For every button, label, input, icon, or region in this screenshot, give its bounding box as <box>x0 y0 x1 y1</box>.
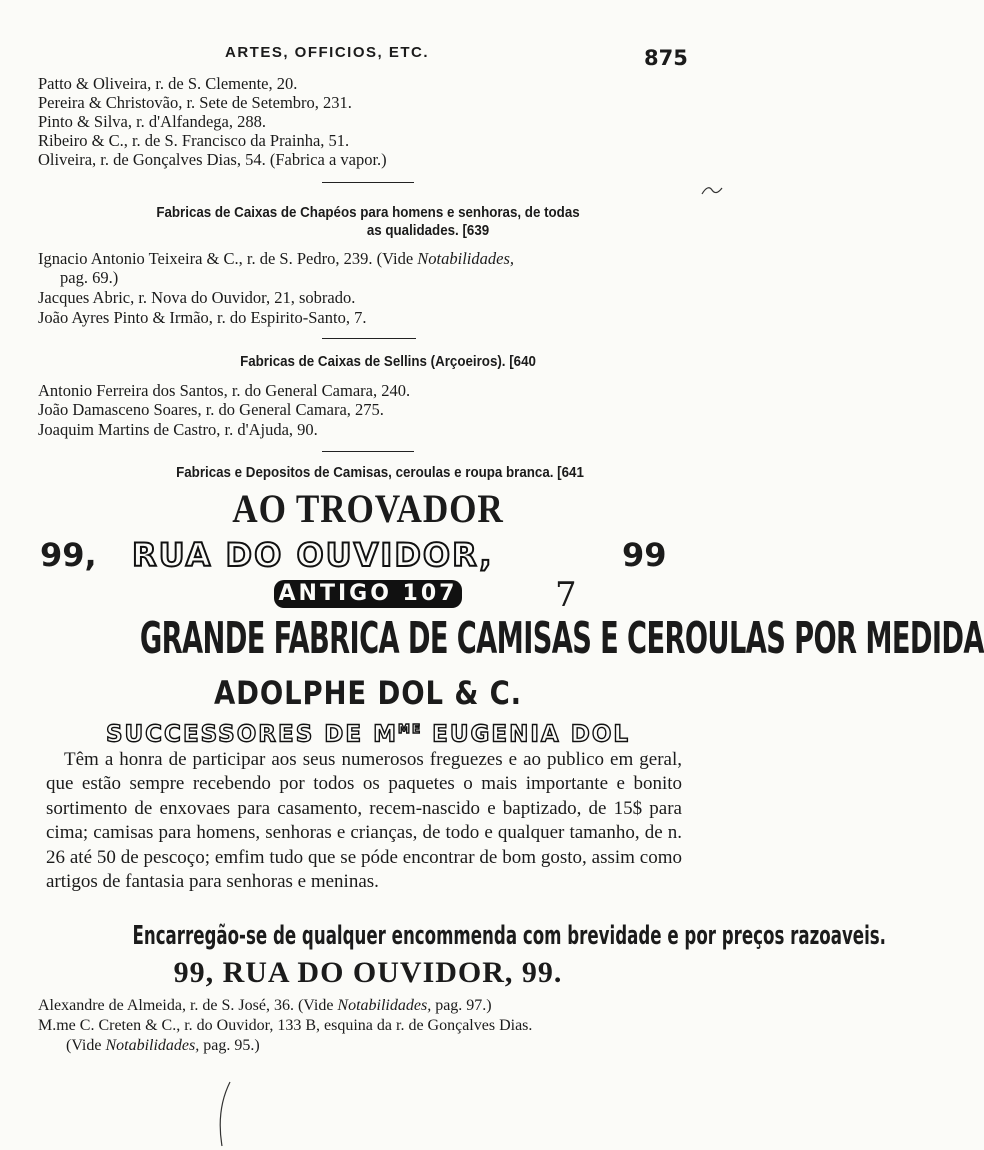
list-item: Antonio Ferreira dos Santos, r. do General Camara, 240. <box>38 381 411 400</box>
address-street: RUA DO OUVIDOR, <box>132 536 494 574</box>
ad-footer-address: 99, RUA DO OUVIDOR, 99. <box>173 956 563 989</box>
list-item: Pereira & Christovão, r. Sete de Setembro, 231. <box>38 93 352 112</box>
section-divider <box>322 338 416 339</box>
ad-tagline: Encarregão-se de qualquer encommenda com brevidade e por preços razoaveis. <box>132 921 887 951</box>
list-item: (Vide Notabilidades, pag. 95.) <box>66 1037 260 1054</box>
stray-pen-mark <box>212 1080 236 1150</box>
stray-pen-mark <box>700 182 724 198</box>
section-heading-cont: as qualidades. [639 <box>366 223 490 239</box>
notabilidades-ref: Notabilidades, <box>105 1037 200 1054</box>
list-item: Jacques Abric, r. Nova do Ouvidor, 21, sobrado. <box>38 288 356 307</box>
notabilidades-ref: Notabilidades, <box>337 997 432 1014</box>
handwritten-mark: 7 <box>555 575 577 615</box>
list-item: Alexandre de Almeida, r. de S. José, 36. (Vide Notabilidades, pag. 97.) <box>38 997 492 1014</box>
running-title: ARTES, OFFICIOS, ETC. <box>225 44 430 61</box>
list-item: M.me C. Creten & C., r. do Ouvidor, 133 B, esquina da r. de Gonçalves Dias. <box>38 1017 533 1034</box>
section-heading: Fabricas e Depositos de Camisas, ceroulas e roupa branca. [641 <box>176 465 584 481</box>
list-item: Patto & Oliveira, r. de S. Clemente, 20. <box>38 74 298 93</box>
list-item: Ribeiro & C., r. de S. Francisco da Prainha, 51. <box>38 131 350 150</box>
antigo-label: ANTIGO 107 <box>0 580 736 608</box>
address-number: 99, <box>40 536 97 574</box>
shop-name: AO TROVADOR <box>232 486 504 531</box>
section-heading: Fabricas de Caixas de Chapéos para homens e senhoras, de todas <box>156 205 580 221</box>
page-header <box>0 44 736 70</box>
list-item: Oliveira, r. de Gonçalves Dias, 54. (Fabrica a vapor.) <box>38 150 387 169</box>
list-item: pag. 69.) <box>60 268 119 287</box>
section-divider <box>322 182 414 183</box>
page-number: 875 <box>644 46 688 70</box>
list-item: João Damasceno Soares, r. do General Camara, 275. <box>38 400 384 419</box>
ad-headline: GRANDE FABRICA DE CAMISAS E CEROULAS POR MEDIDA <box>139 613 984 664</box>
successors-line: SUCCESSORES DE $M^{ME}$ EUGENIA DOL <box>105 721 631 748</box>
list-item: João Ayres Pinto & Irmão, r. do Espirito-Santo, 7. <box>38 308 367 327</box>
ad-body: Têm a honra de participar aos seus numerosos freguezes e ao publico em geral, que estão sempre recebendo por todos os paquetes o mais importante e bonito sortimento de enxovaes para casamento, recem-nascido e baptizado, de 15$ para cima; camisas para homens, senhoras e crianças, de todo e qualquer tamanho, de n. 26 até 50 de pescoço; emfim tudo que se póde encontrar de bom gosto, assim como artigos de fantasia para senhoras e meninas. <box>46 749 682 893</box>
section-heading: Fabricas de Caixas de Sellins (Arçoeiros). [640 <box>240 354 536 370</box>
list-item: Joaquim Martins de Castro, r. d'Ajuda, 90. <box>38 420 318 439</box>
list-item: Ignacio Antonio Teixeira & C., r. de S. Pedro, 239. (Vide Notabilidades, <box>38 249 515 268</box>
address-number-2: 99 <box>622 536 667 574</box>
firm-name: ADOLPHE DOL & C. <box>213 674 522 712</box>
list-item: Pinto & Silva, r. d'Alfandega, 288. <box>38 112 266 131</box>
notabilidades-ref: Notabilidades, <box>417 249 515 268</box>
section-divider <box>322 451 414 452</box>
